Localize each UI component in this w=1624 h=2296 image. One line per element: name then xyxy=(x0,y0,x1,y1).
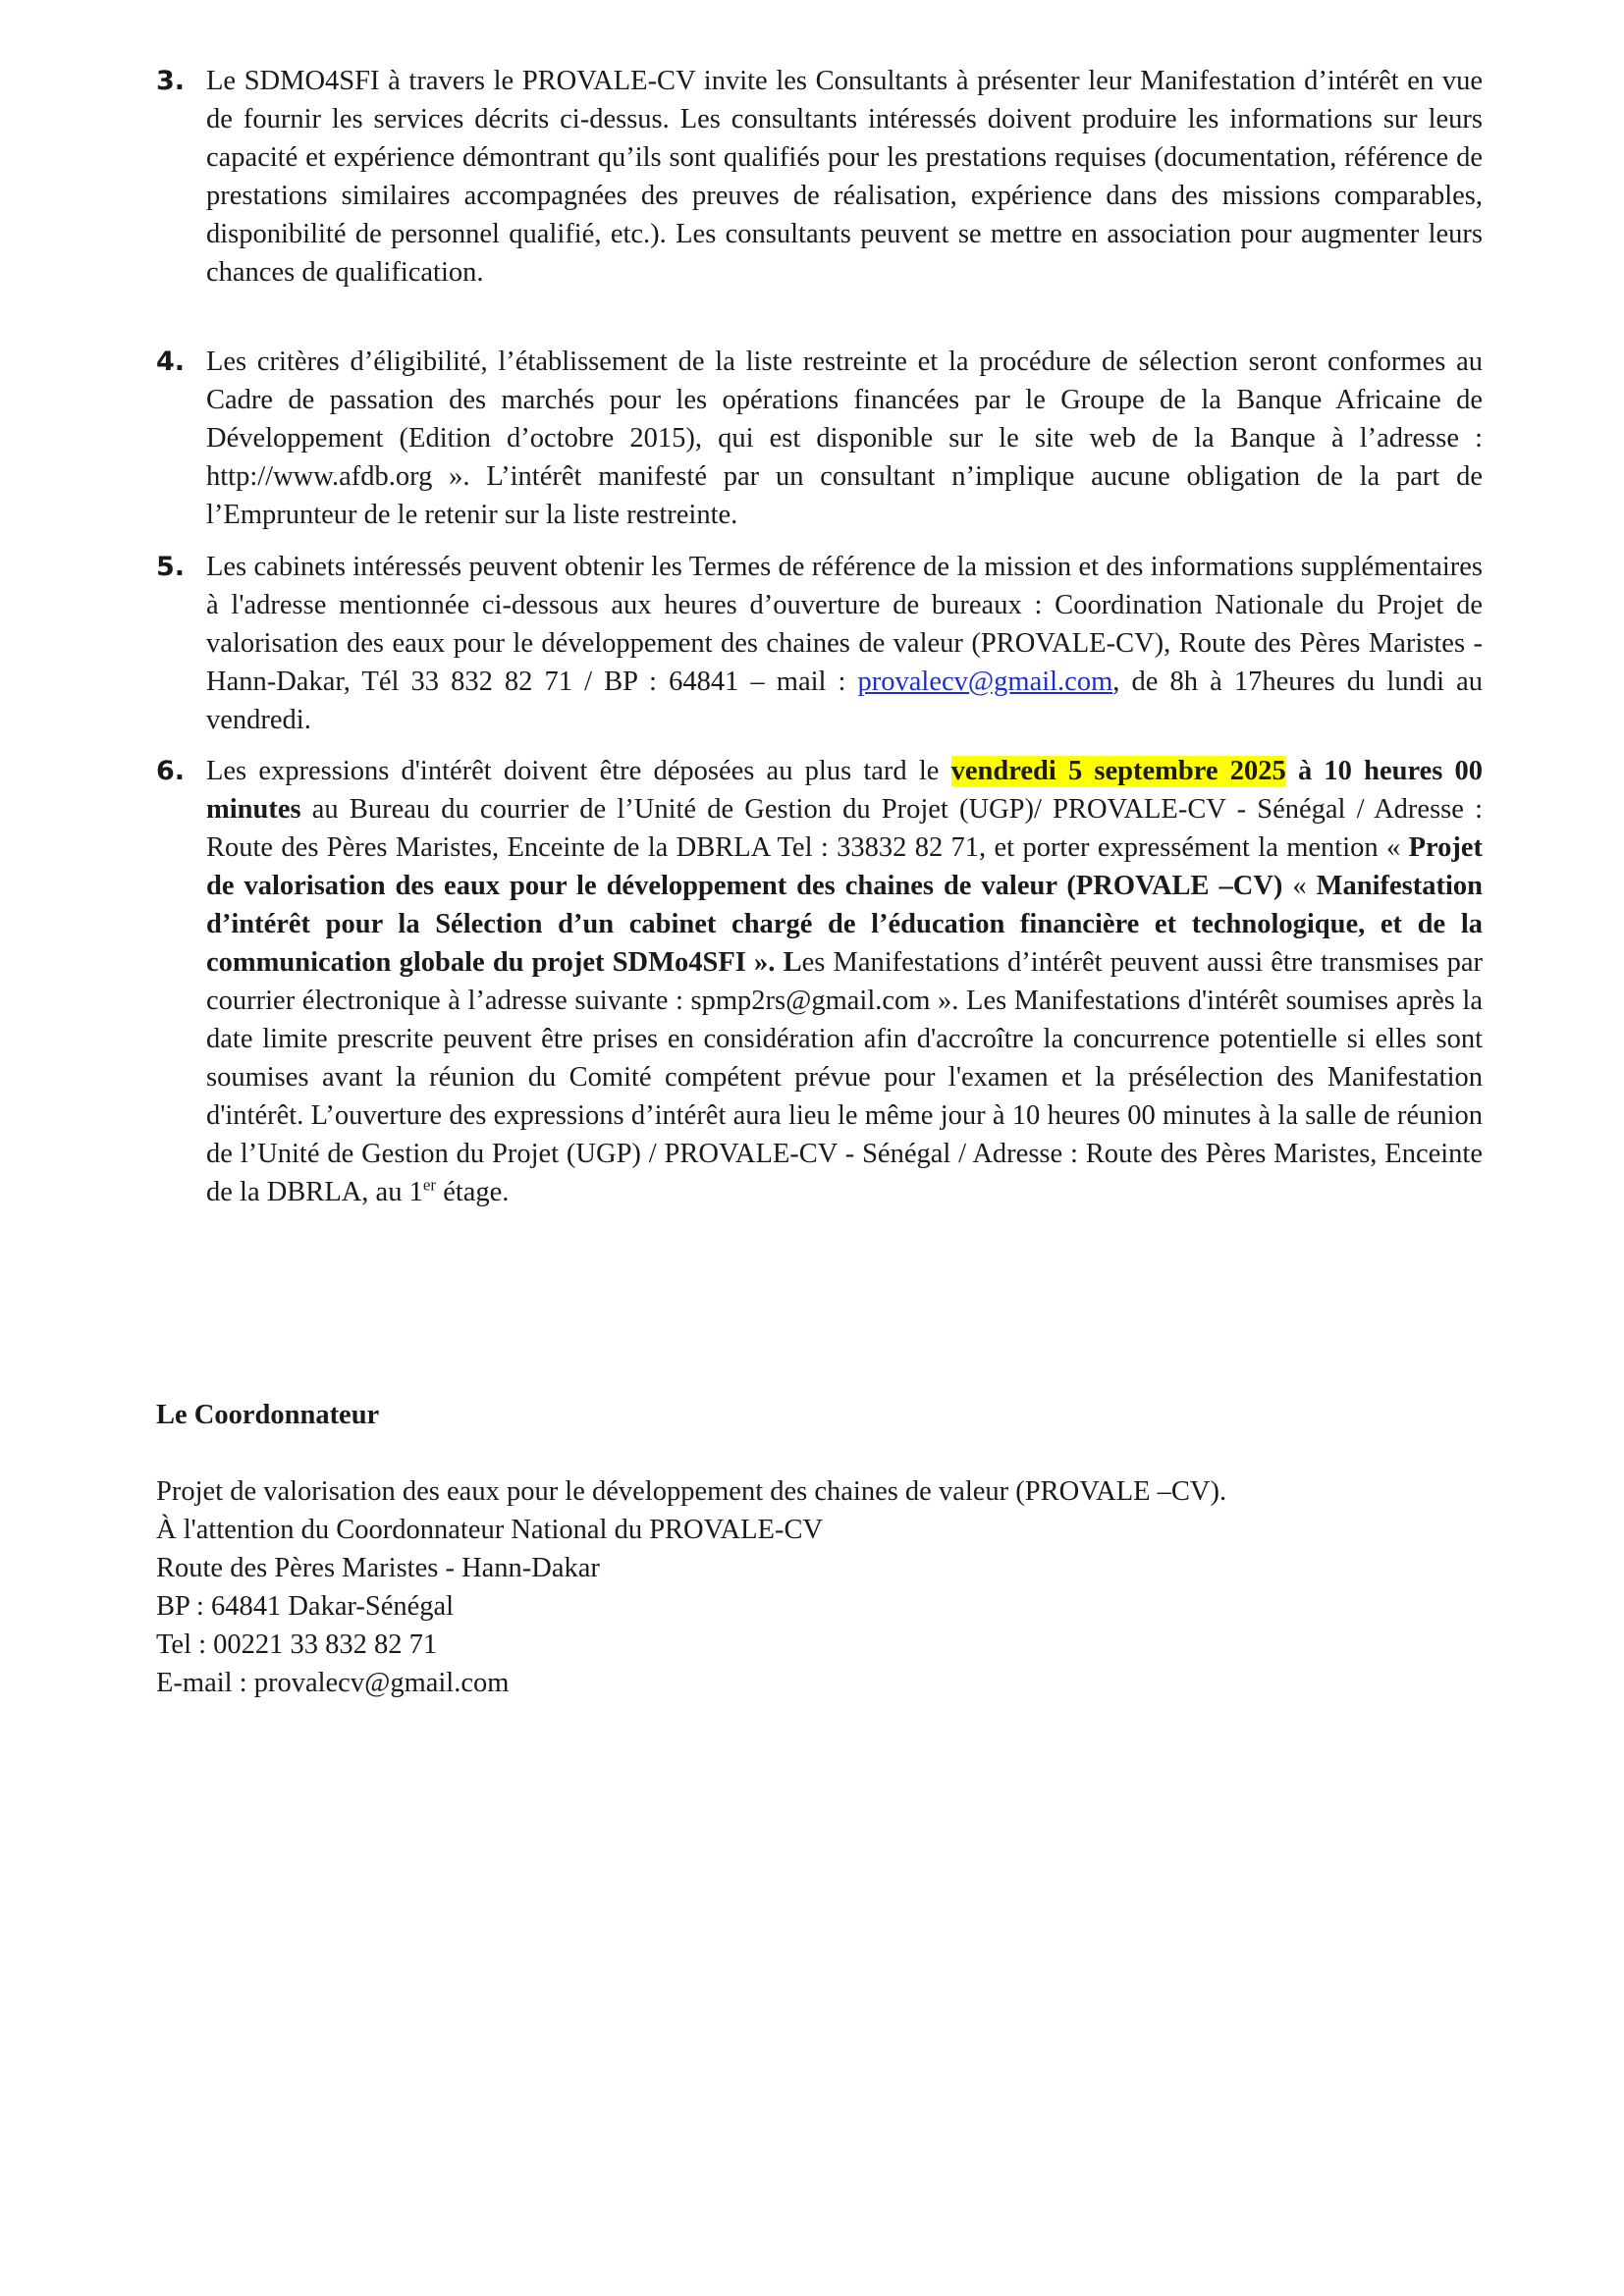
signature-title: Le Coordonnateur xyxy=(156,1400,380,1430)
email-link[interactable]: provalecv@gmail.com xyxy=(857,667,1113,697)
paragraph-text: « xyxy=(1282,871,1317,901)
paragraph-text: Les cabinets intéressés peuvent obtenir les Termes de référence de la mission et des informations supplémentaires à l'adresse mentionnée ci-dessous aux heures d’ouverture de bureaux : Coordination Nationale du Projet de valorisation des eaux pour le développement des chaines de valeur (PROVALE-CV), Route des Pères Maristes - Hann-Dakar, Tél 33 832 82 71 / BP : 64841 – mail : xyxy=(206,552,1483,697)
list-number: 6. xyxy=(156,756,186,786)
paragraph-text: es Manifestations d’intérêt peuvent aussi être transmises par courrier électronique à l’adresse suivante : spmp2rs@gmail.com ». Les Manifestations d'intérêt soumises après la date limite prescrite peuvent être prises en considération afin d'accroître la concurrence potentielle si elles sont soumises avant la réunion du Comité compétent prévue pour l'examen et la présélection des Manifestation d'intérêt. L’ouverture des expressions d’intérêt aura lieu le même jour à 10 heures 00 minutes à la salle de réunion de l’Unité de Gestion du Projet (UGP) / PROVALE-CV - Sénégal / Adresse : Route des Pères Maristes, Enceinte de la DBRLA, au 1 xyxy=(206,947,1484,1207)
paragraph-text: Le SDMO4SFI à travers le PROVALE-CV invite les Consultants à présenter leur Manifestation d’intérêt en vue de fournir les services décrits ci-dessus. Les consultants intéressés doivent produire les informations sur leurs capacité et expérience démontrant qu’ils sont qualifiés pour les prestations requises (documentation, référence de prestations similaires accompagnées des preuves de réalisation, expérience dans des missions comparables, disponibilité de personnel qualifié, etc.). Les consultants peuvent se mettre en association pour augmenter leurs chances de qualification. xyxy=(206,66,1483,288)
address-line: À l'attention du Coordonnateur National du PROVALE-CV xyxy=(156,1515,824,1545)
list-item-4 xyxy=(156,343,1483,534)
address-line: E-mail : provalecv@gmail.com xyxy=(156,1668,510,1698)
list-item-5 xyxy=(156,548,1483,739)
paragraph-text: au Bureau du courrier de l’Unité de Gestion du Projet (UGP)/ PROVALE-CV - Sénégal / Adresse : Route des Pères Maristes, Enceinte de la DBRLA Tel : 33832 82 71, et porter expressément la mention « xyxy=(206,794,1483,863)
deadline-highlight: vendredi 5 septembre 2025 xyxy=(950,756,1286,786)
address-line: Projet de valorisation des eaux pour le développement des chaines de valeur (PROVALE –CV). xyxy=(156,1476,1227,1507)
list-number: 5. xyxy=(156,552,186,582)
project-mention: Projet de valorisation des eaux pour le développement des chaines de valeur (PROVALE –CV) xyxy=(206,832,1483,901)
address-block xyxy=(156,1472,1226,1702)
paragraph-text: Les expressions d'intérêt doivent être déposées au plus tard le xyxy=(206,756,951,786)
deadline-time: à 10 heures 00 minutes xyxy=(206,756,1484,825)
paragraph-text-end: , de 8h à 17heures du lundi au vendredi. xyxy=(206,667,1483,735)
paragraph-text-end: étage. xyxy=(436,1177,510,1207)
address-line: BP : 64841 Dakar-Sénégal xyxy=(156,1591,455,1622)
superscript: er xyxy=(422,1175,437,1195)
list-number: 4. xyxy=(156,347,186,377)
list-number: 3. xyxy=(156,66,186,96)
address-line: Tel : 00221 33 832 82 71 xyxy=(156,1629,438,1660)
list-item-6 xyxy=(156,752,1484,1211)
paragraph-text: Les critères d’éligibilité, l’établissement de la liste restreinte et la procédure de sélection seront conformes au Cadre de passation des marchés pour les opérations financées par le Groupe de la Banque Africaine de Développement (Edition d’octobre 2015), qui est disponible sur le site web de la Banque à l’adresse : http://www.afdb.org ». L’intérêt manifesté par un consultant n’implique aucune obligation de la part de l’Emprunteur de le retenir sur la liste restreinte. xyxy=(206,347,1483,530)
list-item-3 xyxy=(156,62,1483,292)
subject-mention: Manifestation d’intérêt pour la Sélection d’un cabinet chargé de l’éducation financière et technologique, et de la communication globale du projet SDMo4SFI ». L xyxy=(206,871,1484,978)
address-line: Route des Pères Maristes - Hann-Dakar xyxy=(156,1553,600,1583)
